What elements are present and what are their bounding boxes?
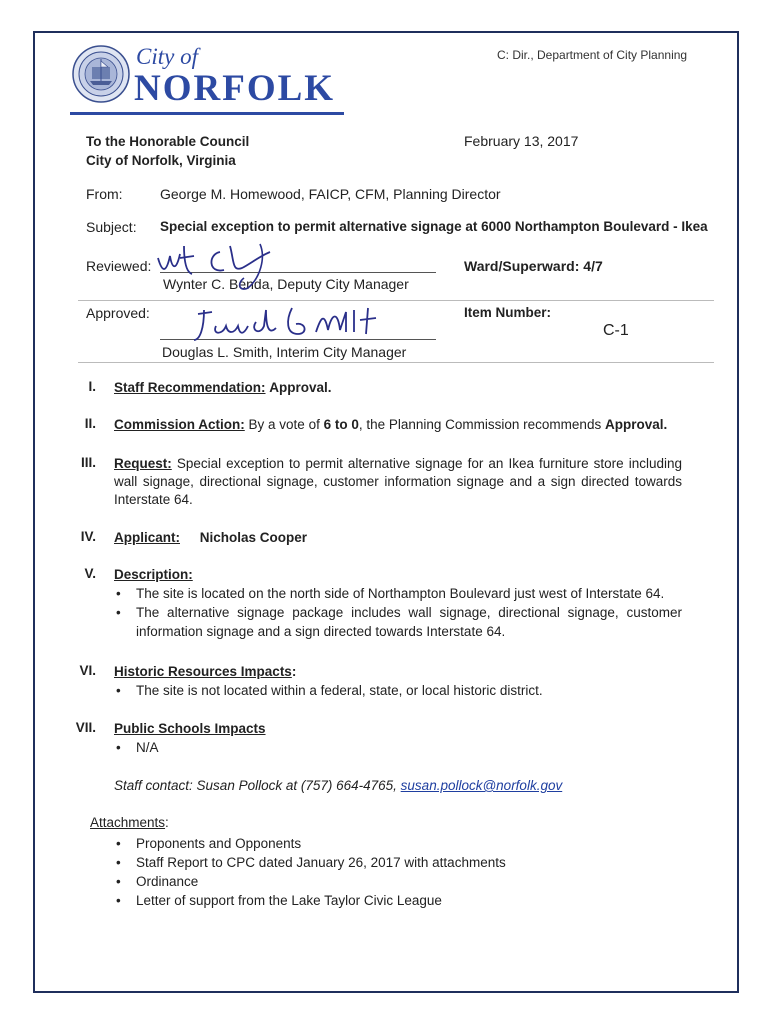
addressee [86, 132, 249, 170]
list-item: • The site is not located within a federal, state, or local historic district. [136, 681, 682, 700]
section-5-bullets [114, 584, 682, 641]
section-3-title: Request: [114, 456, 172, 471]
section-1-number: I. [88, 379, 96, 394]
approver-signature-icon [190, 300, 390, 346]
attachments-colon: : [165, 815, 169, 830]
ward-field [464, 258, 603, 274]
attachments-heading [90, 815, 169, 830]
section-6-bullets [114, 681, 682, 700]
subject-value: Special exception to permit alternative signage at 6000 Northampton Boulevard - Ikea [160, 219, 708, 234]
subject-label: Subject: [86, 219, 137, 235]
item-number-label: Item Number: [464, 305, 552, 320]
logo-rule [70, 112, 344, 115]
section-4-title: Applicant: [114, 530, 180, 545]
section-1 [114, 379, 682, 397]
ward-value: 4/7 [583, 258, 603, 274]
section-2 [114, 416, 682, 434]
section-6-title: Historic Resources Impacts [114, 664, 292, 679]
section-3-text: Special exception to permit alternative signage for an Ikea furniture store including wall signage, directional signage, customer information signage and a sign directed towards Interstate 64. [114, 456, 682, 507]
list-item: • Staff Report to CPC dated January 26, 2017 with attachments [136, 853, 674, 872]
section-4-number: IV. [80, 529, 96, 544]
cc-line: C: Dir., Department of City Planning [497, 48, 688, 62]
header-divider-1 [78, 300, 714, 301]
staff-contact-email-link[interactable]: susan.pollock@norfolk.gov [400, 778, 563, 793]
section-6-colon: : [291, 664, 297, 679]
approved-value: Douglas L. Smith, Interim City Manager [162, 344, 407, 360]
memo-date: February 13, 2017 [464, 133, 579, 149]
section-2-number: II. [84, 416, 96, 431]
item-number-value: C-1 [603, 322, 629, 339]
section-6 [114, 663, 682, 700]
section-6-heading [114, 663, 682, 681]
list-item: • Proponents and Opponents [136, 834, 674, 853]
section-6-number: VI. [79, 663, 96, 678]
from-value: George M. Homewood, FAICP, CFM, Planning Director [160, 186, 501, 202]
list-item: • The alternative signage package includes wall signage, directional signage, customer information signage and a sign directed towards Interstate 64. [136, 603, 682, 641]
section-7 [114, 720, 682, 757]
section-3-number: III. [80, 455, 96, 470]
section-1-text: Approval. [269, 380, 332, 395]
logo-city-text: City of [136, 44, 198, 69]
reviewer-signature-icon [150, 238, 310, 292]
list-item: • Letter of support from the Lake Taylor Civic League [136, 891, 674, 910]
section-5-number: V. [84, 566, 96, 581]
section-2-text-pre: By a vote of [248, 417, 324, 432]
section-5 [114, 566, 682, 641]
section-2-title: Commission Action: [114, 417, 245, 432]
reviewed-label: Reviewed: [86, 258, 152, 274]
section-3 [114, 455, 682, 509]
attachments-list [114, 834, 674, 910]
addressee-line1: To the Honorable Council [86, 134, 250, 149]
section-7-title: Public Schools Impacts [114, 721, 266, 736]
section-7-number: VII. [75, 720, 96, 735]
section-4-text: Nicholas Cooper [199, 530, 308, 545]
section-1-title: Staff Recommendation: [114, 380, 266, 395]
list-item: • The site is located on the north side of Northampton Boulevard just west of Interstate 64. [136, 584, 682, 603]
staff-contact-text: Staff contact: Susan Pollock at (757) 664-4765, [114, 778, 401, 793]
section-2-text-mid: , the Planning Commission recommends [358, 417, 605, 432]
section-7-bullets [114, 738, 682, 757]
addressee-line2: City of Norfolk, Virginia [86, 153, 236, 168]
reviewed-value: Wynter C. Benda, Deputy City Manager [163, 276, 409, 292]
section-5-title: Description: [114, 567, 193, 582]
section-2-recommendation: Approval. [604, 417, 668, 432]
list-item: • N/A [136, 738, 682, 757]
section-4 [114, 529, 682, 547]
ward-label: Ward/Superward: [464, 258, 580, 274]
city-seal-icon [72, 45, 130, 103]
approved-label: Approved: [86, 305, 150, 321]
attachments-label: Attachments [90, 815, 166, 830]
section-2-vote: 6 to 0 [323, 417, 359, 432]
list-item: • Ordinance [136, 872, 674, 891]
staff-contact [114, 778, 562, 793]
header-divider-2 [78, 362, 714, 363]
logo-norfolk-text: NORFOLK [134, 68, 336, 109]
from-label: From: [86, 186, 123, 202]
